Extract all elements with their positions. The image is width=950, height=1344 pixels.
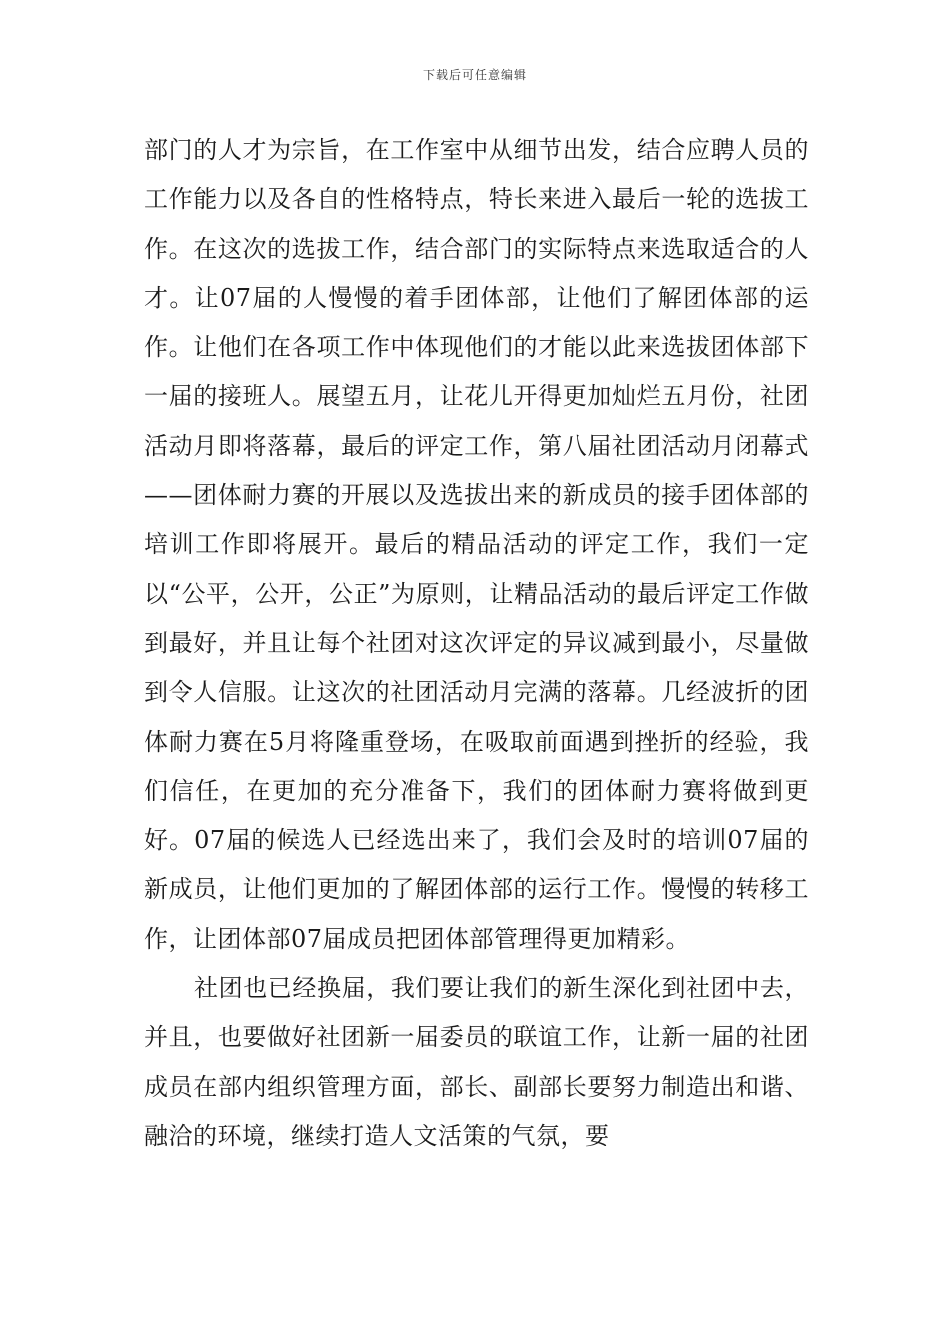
page-header: 下载后可任意编辑 xyxy=(422,68,527,82)
body-paragraph: 部门的人才为宗旨，在工作室中从细节出发，结合应聘人员的工作能力以及各自的性格特点，特长来进入最后一轮的选拔工作。在这次的选拔工作，结合部门的实际特点来选取适合的人才。让07届的人慢慢的着手团体部，让他们了解团体部的运作。让他们在各项工作中体现他们的才能以此来选拔团体部下一届的接班人。展望五月，让花儿开得更加灿烂五月份，社团活动月即将落幕，最后的评定工作，第八届社团活动月闭幕式——团体耐力赛的开展以及选拔出来的新成员的接手团体部的培训工作即将展开。最后的精品活动的评定工作，我们一定以“公平，公开，公正”为原则，让精品活动的最后评定工作做到最好，并且让每个社团对这次评定的异议减到最小，尽量做到令人信服。让这次的社团活动月完满的落幕。几经波折的团体耐力赛在5月将隆重登场，在吸取前面遇到挫折的经验，我们信任，在更加的充分准备下，我们的团体耐力赛将做到更好。07届的候选人已经选出来了，我们会及时的培训07届的新成员，让他们更加的了解团体部的运行工作。慢慢的转移工作，让团体部07届成员把团体部管理得更加精彩。 xyxy=(144,136,809,953)
body-paragraph: 社团也已经换届，我们要让我们的新生深化到社团中去，并且，也要做好社团新一届委员的联谊工作，让新一届的社团成员在部内组织管理方面，部长、副部长要努力制造出和谐、融洽的环境，继续打造人文活策的气氛，要 xyxy=(144,974,809,1150)
document-body xyxy=(144,126,809,1161)
